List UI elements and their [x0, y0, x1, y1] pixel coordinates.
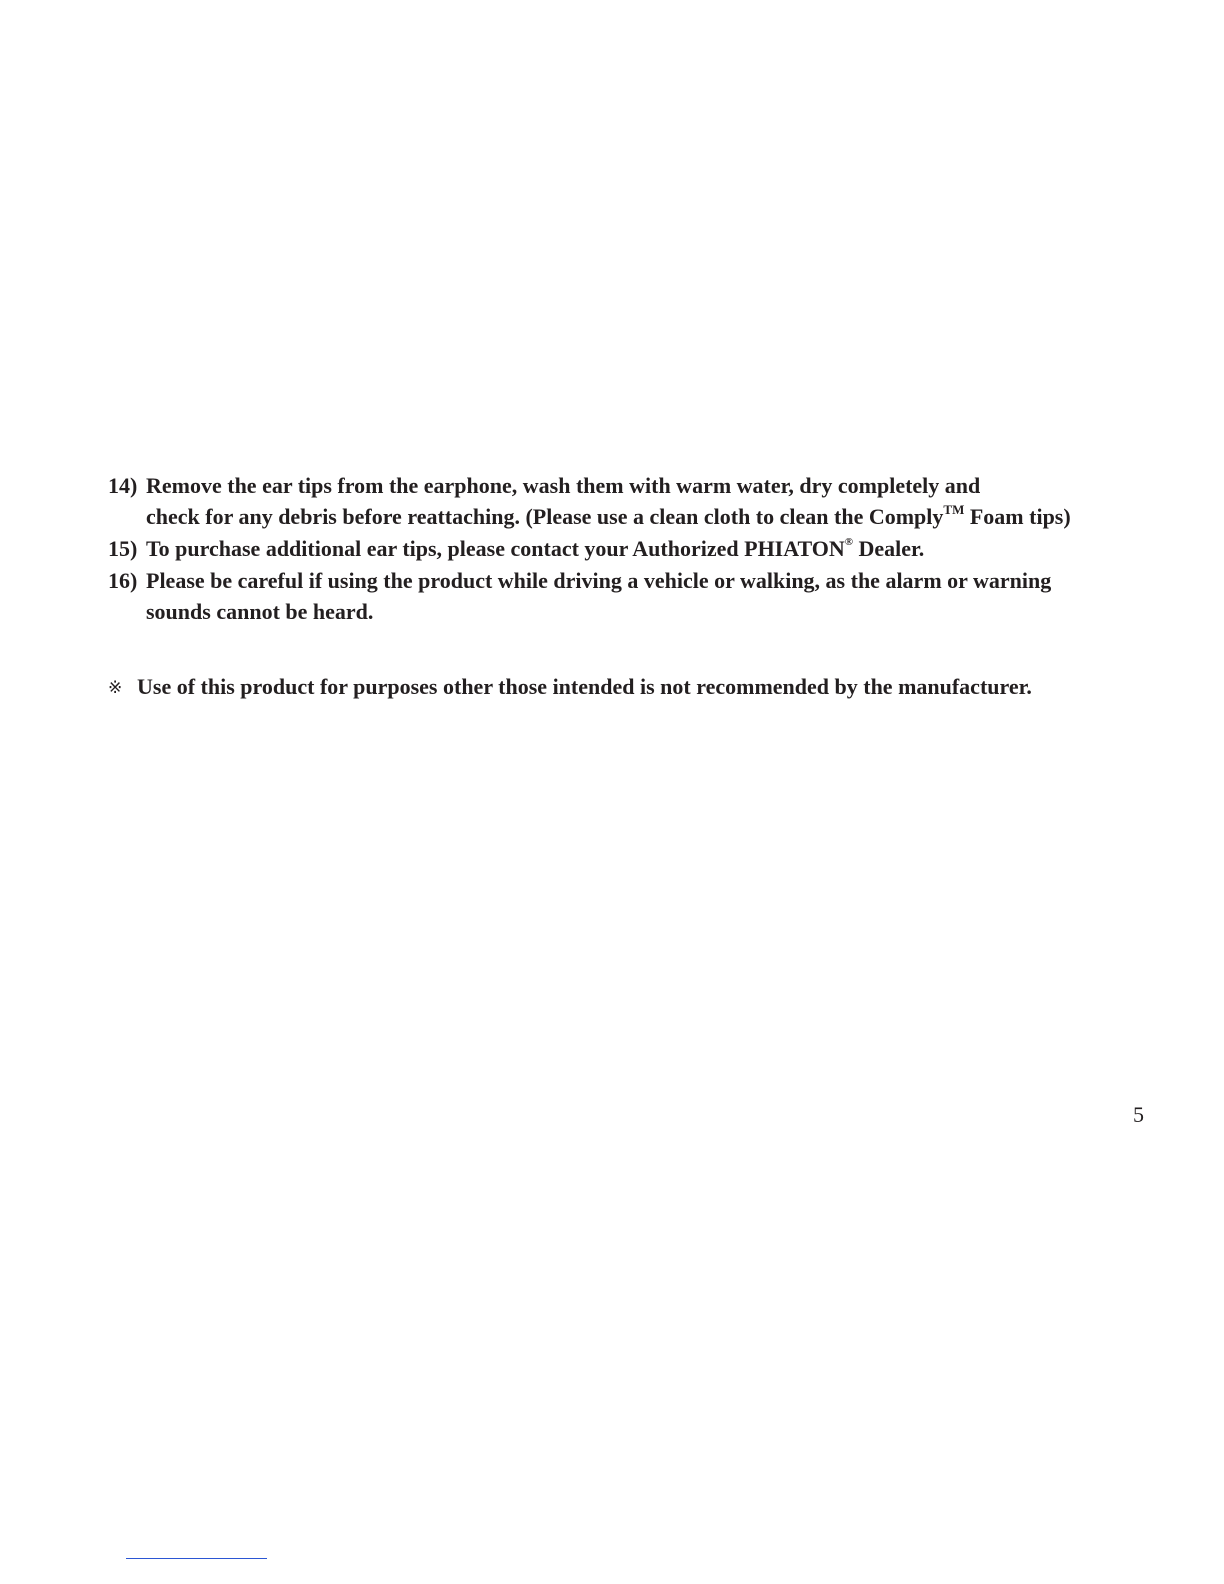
item-text-segment: To purchase additional ear tips, please contact your Authorized PHIATON [146, 536, 845, 561]
item-text-line1: Please be careful if using the product while driving a vehicle or walking, as the alarm or warning [146, 568, 1052, 593]
item-text-line2 [108, 501, 1148, 532]
item-text-line1: Remove the ear tips from the earphone, wash them with warm water, dry completely and [146, 473, 981, 498]
page-number: 5 [1133, 1102, 1144, 1127]
reference-mark-icon: ※ [108, 678, 123, 698]
item-text-line2: sounds cannot be heard. [146, 599, 374, 624]
list-item-15 [108, 533, 1148, 564]
footer-rule [126, 1558, 267, 1559]
item-text-segment: Dealer. [853, 536, 925, 561]
list-item-16 [108, 565, 1148, 627]
list-item-14 [108, 470, 1148, 532]
item-text-segment: Foam tips) [964, 504, 1071, 529]
note-text: Use of this product for purposes other those intended is not recommended by the manufacturer. [137, 674, 1032, 699]
item-number: 15) [108, 536, 138, 561]
item-text-segment: check for any debris before reattaching. (Please use a clean cloth to clean the Comply [146, 504, 944, 529]
item-number: 14) [108, 473, 138, 498]
registered-superscript: ® [844, 535, 853, 548]
item-number: 16) [108, 568, 138, 593]
trademark-superscript: TM [943, 501, 965, 517]
manufacturer-note [108, 671, 1032, 705]
